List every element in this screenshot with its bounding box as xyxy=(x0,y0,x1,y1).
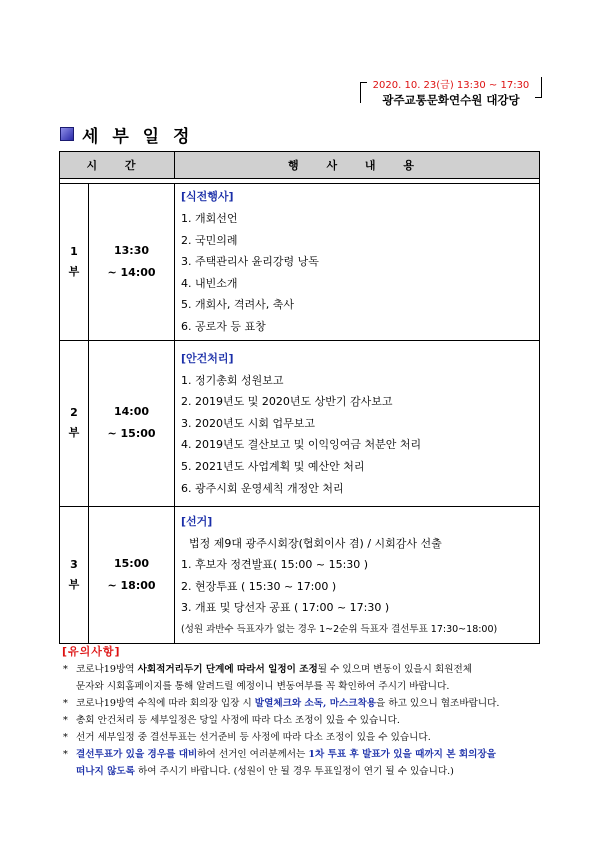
schedule-table xyxy=(59,151,540,644)
table-header-row xyxy=(60,152,540,179)
list-item: 4. 내빈소개 xyxy=(181,276,238,290)
content-cell xyxy=(175,340,540,506)
section-title xyxy=(60,124,194,147)
notes-title: [유의사항] xyxy=(62,645,121,658)
square-bullet-icon xyxy=(60,127,74,141)
note-item: * 총회 안건처리 등 세부일정은 당일 사정에 따라 다소 조정이 있을 수 있습니다. xyxy=(63,715,400,726)
part-cell: 3 부 xyxy=(60,506,89,643)
event-date: 2020. 10. 23(금) 13:30 ~ 17:30 xyxy=(372,80,530,91)
list-item: 2. 2019년도 및 2020년도 상반기 감사보고 xyxy=(181,395,393,409)
election-intro: 법정 제9대 광주시회장(협회이사 겸) / 시회감사 선출 xyxy=(189,536,442,550)
category-label: [선거] xyxy=(181,514,213,528)
list-item: 5. 개회사, 격려사, 축사 xyxy=(181,298,294,312)
list-item: 3. 주택관리사 윤리강령 낭독 xyxy=(181,255,319,269)
note-item: * 코로나19방역 사회적거리두기 단계에 따라서 일정이 조정될 수 있으며 변동이 있을시 회원전체 문자와 시회홈페이지를 통해 알려드릴 예정이니 변동여부를 꼭 확인하여 주시기 바랍니다. xyxy=(63,664,473,692)
list-item: 6. 광주시회 운영세칙 개정안 처리 xyxy=(181,481,344,495)
time-cell: 14:00 ~ 15:00 xyxy=(89,340,175,506)
notes-list xyxy=(62,661,552,780)
list-item: 2. 국민의례 xyxy=(181,233,238,247)
section-title-text: 세 부 일 정 xyxy=(82,126,194,147)
content-cell xyxy=(175,184,540,341)
time-cell: 13:30 ~ 14:00 xyxy=(89,184,175,341)
event-date-venue-box xyxy=(360,72,542,106)
header-time: 시 간 xyxy=(60,152,175,179)
note-item: * 결선투표가 있을 경우를 대비하여 선거인 여러분께서는 1차 투표 후 발표가 있을 때까지 본 회의장을 떠나지 않도록 하여 주시기 바랍니다. (성원이 안 될 경우 투표일정이 연기 될 수 있습니다.) xyxy=(63,749,496,777)
category-label: [안건처리] xyxy=(181,351,234,365)
list-item: 1. 개회선언 xyxy=(181,212,238,225)
list-item: 6. 공로자 등 표창 xyxy=(181,319,266,333)
part-cell: 2 부 xyxy=(60,340,89,506)
table-row xyxy=(60,340,540,506)
list-item: 5. 2021년도 사업계획 및 예산안 처리 xyxy=(181,459,365,473)
content-cell xyxy=(175,506,540,643)
list-item: 3. 2020년도 시회 업무보고 xyxy=(181,416,315,430)
note-item: * 코로나19방역 수칙에 따라 회의장 입장 시 발열체크와 소독, 마스크착용을 하고 있으니 협조바랍니다. xyxy=(63,698,500,709)
category-label: [식전행사] xyxy=(181,190,234,203)
runoff-note: (성원 과반수 득표자가 없는 경우 1~2순위 득표자 결선투표 17:30~18:00) xyxy=(181,623,498,635)
header-content: 행 사 내 용 xyxy=(175,152,540,179)
time-cell: 15:00 ~ 18:00 xyxy=(89,506,175,643)
part-cell: 1 부 xyxy=(60,184,89,341)
list-item: 2. 현장투표 ( 15:30 ~ 17:00 ) xyxy=(181,579,337,593)
list-item: 1. 정기총회 성원보고 xyxy=(181,373,284,387)
table-row xyxy=(60,184,540,341)
event-venue: 광주교통문화연수원 대강당 xyxy=(382,93,520,107)
note-item: * 선거 세부일정 중 결선투표는 선거준비 등 사정에 따라 다소 조정이 있을 수 있습니다. xyxy=(63,732,431,743)
list-item: 1. 후보자 정견발표( 15:00 ~ 15:30 ) xyxy=(181,558,369,572)
table-row xyxy=(60,506,540,643)
list-item: 3. 개표 및 당선자 공표 ( 17:00 ~ 17:30 ) xyxy=(181,601,390,615)
list-item: 4. 2019년도 결산보고 및 이익잉여금 처분안 처리 xyxy=(181,438,422,452)
